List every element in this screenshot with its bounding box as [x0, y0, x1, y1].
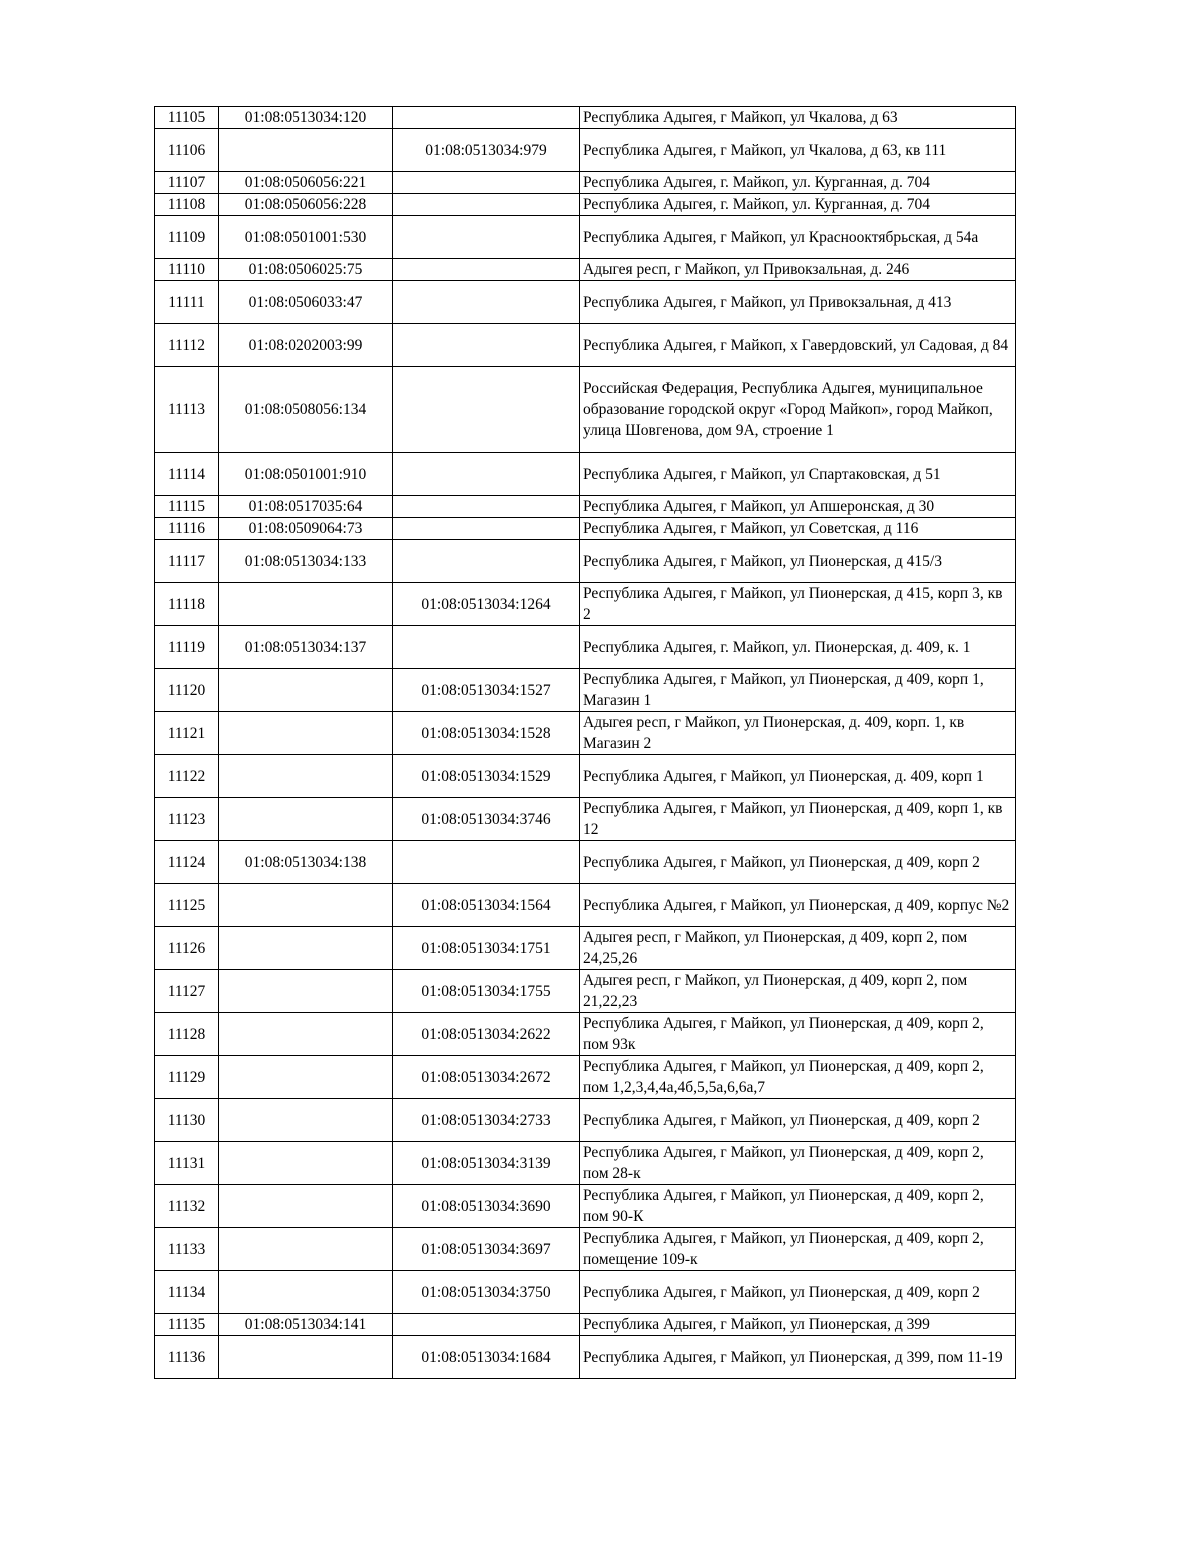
- table-row: [155, 841, 1016, 884]
- premises-cadastral-number-cell: [393, 172, 580, 194]
- cadastral-number-cell: 01:08:0513034:138: [219, 841, 393, 884]
- address-cell: Республика Адыгея, г Майкоп, ул Чкалова, д 63: [580, 107, 1016, 129]
- table-row: [155, 583, 1016, 626]
- table-body: [155, 107, 1016, 1379]
- address-cell: Республика Адыгея, г. Майкоп, ул. Пионерская, д. 409, к. 1: [580, 626, 1016, 669]
- table-row: [155, 129, 1016, 172]
- premises-cadastral-number-cell: 01:08:0513034:3746: [393, 798, 580, 841]
- row-number-cell: 11128: [155, 1013, 219, 1056]
- table-row: [155, 172, 1016, 194]
- cadastral-number-cell: 01:08:0501001:910: [219, 453, 393, 496]
- address-cell: Республика Адыгея, г Майкоп, ул Спартаковская, д 51: [580, 453, 1016, 496]
- table-row: [155, 1099, 1016, 1142]
- premises-cadastral-number-cell: 01:08:0513034:3690: [393, 1185, 580, 1228]
- table-row: [155, 927, 1016, 970]
- table-row: [155, 1271, 1016, 1314]
- address-cell: Республика Адыгея, г Майкоп, ул Пионерская, д 409, корп 2: [580, 841, 1016, 884]
- premises-cadastral-number-cell: [393, 324, 580, 367]
- table-row: [155, 496, 1016, 518]
- cadastral-number-cell: [219, 755, 393, 798]
- row-number-cell: 11107: [155, 172, 219, 194]
- address-cell: Адыгея респ, г Майкоп, ул Пионерская, д. 409, корп. 1, кв Магазин 2: [580, 712, 1016, 755]
- table-row: [155, 1142, 1016, 1185]
- table-row: [155, 884, 1016, 927]
- row-number-cell: 11135: [155, 1314, 219, 1336]
- address-cell: Республика Адыгея, г Майкоп, ул Привокзальная, д 413: [580, 281, 1016, 324]
- address-cell: Республика Адыгея, г Майкоп, ул Пионерская, д 409, корп 1, Магазин 1: [580, 669, 1016, 712]
- premises-cadastral-number-cell: 01:08:0513034:2672: [393, 1056, 580, 1099]
- address-cell: Республика Адыгея, г Майкоп, ул Пионерская, д 415, корп 3, кв 2: [580, 583, 1016, 626]
- row-number-cell: 11126: [155, 927, 219, 970]
- premises-cadastral-number-cell: [393, 259, 580, 281]
- address-cell: Адыгея респ, г Майкоп, ул Привокзальная, д. 246: [580, 259, 1016, 281]
- row-number-cell: 11120: [155, 669, 219, 712]
- table-row: [155, 194, 1016, 216]
- table-row: [155, 1056, 1016, 1099]
- table-row: [155, 669, 1016, 712]
- premises-cadastral-number-cell: 01:08:0513034:3750: [393, 1271, 580, 1314]
- address-cell: Республика Адыгея, г. Майкоп, ул. Курганная, д. 704: [580, 194, 1016, 216]
- address-cell: Республика Адыгея, г Майкоп, ул Пионерская, д 409, корп 2, помещение 109-к: [580, 1228, 1016, 1271]
- address-cell: Республика Адыгея, г Майкоп, ул Пионерская, д 409, корп 2, пом 90-К: [580, 1185, 1016, 1228]
- premises-cadastral-number-cell: [393, 107, 580, 129]
- row-number-cell: 11115: [155, 496, 219, 518]
- cadastral-number-cell: 01:08:0202003:99: [219, 324, 393, 367]
- cadastral-number-cell: 01:08:0506025:75: [219, 259, 393, 281]
- address-cell: Республика Адыгея, г Майкоп, ул Краснооктябрьская, д 54а: [580, 216, 1016, 259]
- address-cell: Республика Адыгея, г Майкоп, ул Пионерская, д 409, корпус №2: [580, 884, 1016, 927]
- premises-cadastral-number-cell: 01:08:0513034:1529: [393, 755, 580, 798]
- table-row: [155, 281, 1016, 324]
- row-number-cell: 11121: [155, 712, 219, 755]
- premises-cadastral-number-cell: 01:08:0513034:3697: [393, 1228, 580, 1271]
- premises-cadastral-number-cell: 01:08:0513034:2622: [393, 1013, 580, 1056]
- table-row: [155, 712, 1016, 755]
- table-row: [155, 798, 1016, 841]
- address-cell: Республика Адыгея, г Майкоп, ул Пионерская, д 399, пом 11-19: [580, 1336, 1016, 1379]
- premises-cadastral-number-cell: [393, 841, 580, 884]
- premises-cadastral-number-cell: [393, 281, 580, 324]
- row-number-cell: 11117: [155, 540, 219, 583]
- cadastral-number-cell: 01:08:0513034:141: [219, 1314, 393, 1336]
- address-cell: Республика Адыгея, г Майкоп, ул Пионерская, д. 409, корп 1: [580, 755, 1016, 798]
- premises-cadastral-number-cell: 01:08:0513034:2733: [393, 1099, 580, 1142]
- premises-cadastral-number-cell: 01:08:0513034:1528: [393, 712, 580, 755]
- row-number-cell: 11130: [155, 1099, 219, 1142]
- table-row: [155, 259, 1016, 281]
- address-cell: Республика Адыгея, г Майкоп, ул Пионерская, д 409, корп 1, кв 12: [580, 798, 1016, 841]
- row-number-cell: 11134: [155, 1271, 219, 1314]
- address-cell: Адыгея респ, г Майкоп, ул Пионерская, д 409, корп 2, пом 24,25,26: [580, 927, 1016, 970]
- row-number-cell: 11133: [155, 1228, 219, 1271]
- cadastral-number-cell: 01:08:0506056:221: [219, 172, 393, 194]
- premises-cadastral-number-cell: 01:08:0513034:1684: [393, 1336, 580, 1379]
- cadastral-number-cell: [219, 129, 393, 172]
- row-number-cell: 11124: [155, 841, 219, 884]
- address-cell: Республика Адыгея, г. Майкоп, ул. Курганная, д. 704: [580, 172, 1016, 194]
- row-number-cell: 11111: [155, 281, 219, 324]
- row-number-cell: 11119: [155, 626, 219, 669]
- address-cell: Республика Адыгея, г Майкоп, ул Пионерская, д 409, корп 2, пом 28-к: [580, 1142, 1016, 1185]
- table-row: [155, 1314, 1016, 1336]
- row-number-cell: 11114: [155, 453, 219, 496]
- cadastral-number-cell: 01:08:0501001:530: [219, 216, 393, 259]
- property-table: [154, 106, 1016, 1379]
- cadastral-number-cell: 01:08:0509064:73: [219, 518, 393, 540]
- address-cell: Республика Адыгея, г Майкоп, ул Чкалова, д 63, кв 111: [580, 129, 1016, 172]
- premises-cadastral-number-cell: 01:08:0513034:1751: [393, 927, 580, 970]
- row-number-cell: 11105: [155, 107, 219, 129]
- table-row: [155, 1336, 1016, 1379]
- row-number-cell: 11127: [155, 970, 219, 1013]
- table-row: [155, 970, 1016, 1013]
- address-cell: Республика Адыгея, г Майкоп, ул Пионерская, д 409, корп 2: [580, 1099, 1016, 1142]
- cadastral-number-cell: [219, 1142, 393, 1185]
- row-number-cell: 11110: [155, 259, 219, 281]
- cadastral-number-cell: [219, 583, 393, 626]
- table-row: [155, 367, 1016, 453]
- premises-cadastral-number-cell: [393, 367, 580, 453]
- address-cell: Российская Федерация, Республика Адыгея, муниципальное образование городской округ «Город Майкоп», город Майкоп, улица Шовгенова, дом 9А, строение 1: [580, 367, 1016, 453]
- table-row: [155, 1013, 1016, 1056]
- table-row: [155, 540, 1016, 583]
- premises-cadastral-number-cell: 01:08:0513034:979: [393, 129, 580, 172]
- premises-cadastral-number-cell: 01:08:0513034:3139: [393, 1142, 580, 1185]
- cadastral-number-cell: 01:08:0508056:134: [219, 367, 393, 453]
- cadastral-number-cell: [219, 1013, 393, 1056]
- cadastral-number-cell: 01:08:0506056:228: [219, 194, 393, 216]
- cadastral-number-cell: [219, 1056, 393, 1099]
- row-number-cell: 11129: [155, 1056, 219, 1099]
- cadastral-number-cell: [219, 798, 393, 841]
- cadastral-number-cell: [219, 1271, 393, 1314]
- cadastral-number-cell: [219, 927, 393, 970]
- table-row: [155, 1228, 1016, 1271]
- row-number-cell: 11106: [155, 129, 219, 172]
- table-row: [155, 453, 1016, 496]
- row-number-cell: 11118: [155, 583, 219, 626]
- cadastral-number-cell: [219, 1336, 393, 1379]
- row-number-cell: 11109: [155, 216, 219, 259]
- premises-cadastral-number-cell: [393, 496, 580, 518]
- cadastral-number-cell: [219, 1228, 393, 1271]
- table-row: [155, 324, 1016, 367]
- address-cell: Республика Адыгея, г Майкоп, ул Пионерская, д 409, корп 2, пом 93к: [580, 1013, 1016, 1056]
- address-cell: Республика Адыгея, г Майкоп, х Гавердовский, ул Садовая, д 84: [580, 324, 1016, 367]
- cadastral-number-cell: 01:08:0506033:47: [219, 281, 393, 324]
- premises-cadastral-number-cell: [393, 453, 580, 496]
- table-row: [155, 107, 1016, 129]
- cadastral-number-cell: [219, 1185, 393, 1228]
- cadastral-number-cell: [219, 1099, 393, 1142]
- premises-cadastral-number-cell: [393, 518, 580, 540]
- address-cell: Республика Адыгея, г Майкоп, ул Советская, д 116: [580, 518, 1016, 540]
- address-cell: Адыгея респ, г Майкоп, ул Пионерская, д 409, корп 2, пом 21,22,23: [580, 970, 1016, 1013]
- premises-cadastral-number-cell: [393, 194, 580, 216]
- cadastral-number-cell: [219, 884, 393, 927]
- table-row: [155, 626, 1016, 669]
- premises-cadastral-number-cell: 01:08:0513034:1527: [393, 669, 580, 712]
- cadastral-number-cell: 01:08:0513034:137: [219, 626, 393, 669]
- row-number-cell: 11113: [155, 367, 219, 453]
- address-cell: Республика Адыгея, г Майкоп, ул Пионерская, д 409, корп 2: [580, 1271, 1016, 1314]
- cadastral-number-cell: 01:08:0513034:120: [219, 107, 393, 129]
- row-number-cell: 11125: [155, 884, 219, 927]
- premises-cadastral-number-cell: [393, 216, 580, 259]
- row-number-cell: 11112: [155, 324, 219, 367]
- cadastral-number-cell: 01:08:0517035:64: [219, 496, 393, 518]
- table-row: [155, 216, 1016, 259]
- table-row: [155, 518, 1016, 540]
- row-number-cell: 11123: [155, 798, 219, 841]
- row-number-cell: 11108: [155, 194, 219, 216]
- address-cell: Республика Адыгея, г Майкоп, ул Пионерская, д 399: [580, 1314, 1016, 1336]
- address-cell: Республика Адыгея, г Майкоп, ул Апшеронская, д 30: [580, 496, 1016, 518]
- premises-cadastral-number-cell: 01:08:0513034:1264: [393, 583, 580, 626]
- premises-cadastral-number-cell: [393, 1314, 580, 1336]
- premises-cadastral-number-cell: 01:08:0513034:1564: [393, 884, 580, 927]
- address-cell: Республика Адыгея, г Майкоп, ул Пионерская, д 415/3: [580, 540, 1016, 583]
- premises-cadastral-number-cell: [393, 626, 580, 669]
- premises-cadastral-number-cell: 01:08:0513034:1755: [393, 970, 580, 1013]
- cadastral-number-cell: [219, 970, 393, 1013]
- premises-cadastral-number-cell: [393, 540, 580, 583]
- cadastral-number-cell: [219, 712, 393, 755]
- row-number-cell: 11136: [155, 1336, 219, 1379]
- cadastral-number-cell: [219, 669, 393, 712]
- row-number-cell: 11116: [155, 518, 219, 540]
- row-number-cell: 11132: [155, 1185, 219, 1228]
- cadastral-number-cell: 01:08:0513034:133: [219, 540, 393, 583]
- row-number-cell: 11131: [155, 1142, 219, 1185]
- table-row: [155, 1185, 1016, 1228]
- address-cell: Республика Адыгея, г Майкоп, ул Пионерская, д 409, корп 2, пом 1,2,3,4,4а,4б,5,5а,6,6а,7: [580, 1056, 1016, 1099]
- row-number-cell: 11122: [155, 755, 219, 798]
- table-row: [155, 755, 1016, 798]
